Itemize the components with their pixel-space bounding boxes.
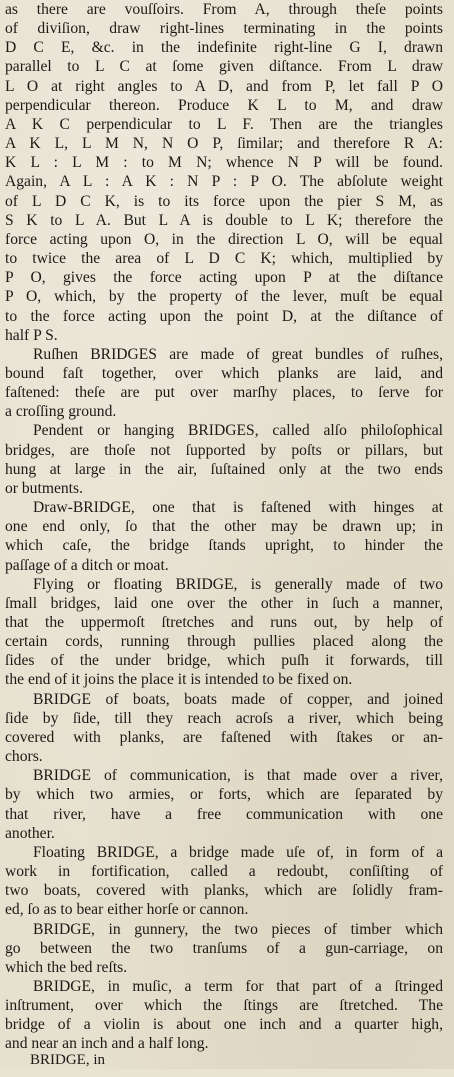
entry-start-rushen-bridges: Ruſhen BRIDGES are made of great bundles of ruſhes, — [33, 345, 443, 363]
text-line: of L D C K, is to its force upon the pier S M, as — [5, 192, 443, 210]
text-line: bound faſt together, over which planks are laid, and — [5, 364, 443, 382]
entry-start-pendent-bridges: Pendent or hanging BRIDGES, called alſo philoſophical — [33, 422, 443, 440]
text-line: ſmall bridges, laid one over the other in ſuch a manner, — [5, 594, 443, 612]
text-line: paſſage of a ditch or moat. — [5, 556, 169, 574]
entry-start-flying-bridge: Flying or floating BRIDGE, is generally made of two — [33, 575, 443, 593]
text-line: covered with planks, are faſtened with ſtakes or an- — [5, 728, 443, 746]
text-line: certain cords, running through pullies placed along the — [5, 633, 443, 651]
text-line: D C E, &c. in the indefinite right-line G I, drawn — [5, 39, 443, 57]
text-line: P O, which, by the property of the lever, muſt be equal — [5, 288, 443, 306]
text-line: to the force acting upon the point D, at the diſtance of — [5, 307, 443, 325]
text-line: parallel to L C at ſome given diſtance. From L draw — [5, 58, 443, 76]
text-line: two boats, covered with planks, which are ſolidly fram- — [5, 882, 443, 900]
entry-start-bridge-gunnery: BRIDGE, in gunnery, the two pieces of timber which — [33, 920, 443, 938]
text-line: S K to L A. But L A is double to L K; therefore the — [5, 211, 443, 229]
text-line: that the uppermoſt ſtretches and runs out, by help of — [5, 614, 443, 631]
text-line: which caſe, the bridge ſtands upright, to hinder the — [5, 537, 443, 555]
text-column — [5, 0, 443, 1054]
entry-start-floating-bridge: Floating BRIDGE, a bridge made uſe of, in form of a — [33, 843, 443, 861]
text-line: A K C perpendicular to L F. Then are the triangles — [5, 115, 443, 133]
text-line: to twice the area of L D C K; which, multiplied by — [5, 250, 443, 268]
text-line: that river, have a free communication with one — [5, 805, 443, 823]
text-line: A K L, L M N, N O P, ſimilar; and therefore R A: — [5, 135, 443, 153]
text-line: another. — [5, 824, 55, 842]
text-line: ed, ſo as to bear either horſe or cannon. — [5, 901, 249, 919]
cropped-line-text: BRIDGE, in — [30, 1052, 105, 1068]
text-line: as there are vouſſoirs. From A, through theſe points — [5, 1, 443, 18]
text-line: which the bed reſts. — [5, 958, 128, 976]
text-line: hung at large in the air, ſuſtained only at the two ends — [5, 460, 443, 478]
text-line: Again, A L : A K : N P : P O. The abſolute weight — [5, 173, 443, 191]
text-line: P O, gives the force acting upon P at the diſtance — [5, 269, 443, 287]
text-line: of diviſion, draw right-lines terminating in the points — [5, 20, 443, 38]
text-line: bridges, are thoſe not ſupported by poſts or pillars, but — [5, 441, 443, 459]
text-line: ſides of the under bridge, which puſh it forwards, till — [5, 652, 443, 670]
entry-start-bridge-of-communication: BRIDGE of communication, is that made over a river, — [33, 767, 443, 785]
cropped-next-entry — [30, 1052, 150, 1069]
text-line: work in fortification, called a redoubt, conſiſting of — [5, 863, 443, 881]
text-line: a croſſing ground. — [5, 403, 117, 421]
text-line: force acting upon O, in the direction L O, will be equal — [5, 230, 443, 248]
entry-start-bridge-music: BRIDGE, in muſic, a term for that part of a ſtringed — [33, 977, 443, 995]
text-line: one end only, ſo that the other may be drawn up; in — [5, 518, 443, 536]
text-line: bridge of a violin is about one inch and a quarter high, — [5, 1016, 443, 1034]
entry-start-bridge-of-boats: BRIDGE of boats, boats made of copper, and joined — [33, 690, 443, 708]
text-line: go between the two tranſums of a gun-carriage, on — [5, 939, 443, 957]
text-line: faſtened: theſe are put over marſhy places, to ſerve for — [5, 384, 443, 402]
text-line: ſide by ſide, till they reach acroſs a river, which being — [5, 709, 443, 727]
text-line: or butments. — [5, 479, 83, 497]
text-line: inſtrument, over which the ſtings are ſtretched. The — [5, 997, 443, 1015]
text-line: and near an inch and a half long. — [5, 1035, 209, 1053]
text-line: by which two armies, or forts, which are ſeparated by — [5, 786, 443, 804]
text-line: chors. — [5, 748, 43, 766]
text-line: perpendicular thereon. Produce K L to M, and draw — [5, 96, 443, 114]
text-line: K L : L M : to M N; whence N P will be found. — [5, 154, 443, 172]
text-line: the end of it joins the place it is intended to be fixed on. — [5, 671, 353, 689]
entry-start-draw-bridge: Draw-BRIDGE, one that is faſtened with hinges at — [33, 499, 443, 517]
text-line: half P S. — [5, 326, 58, 344]
text-line: L O at right angles to A D, and from P, let fall P O — [5, 77, 443, 95]
